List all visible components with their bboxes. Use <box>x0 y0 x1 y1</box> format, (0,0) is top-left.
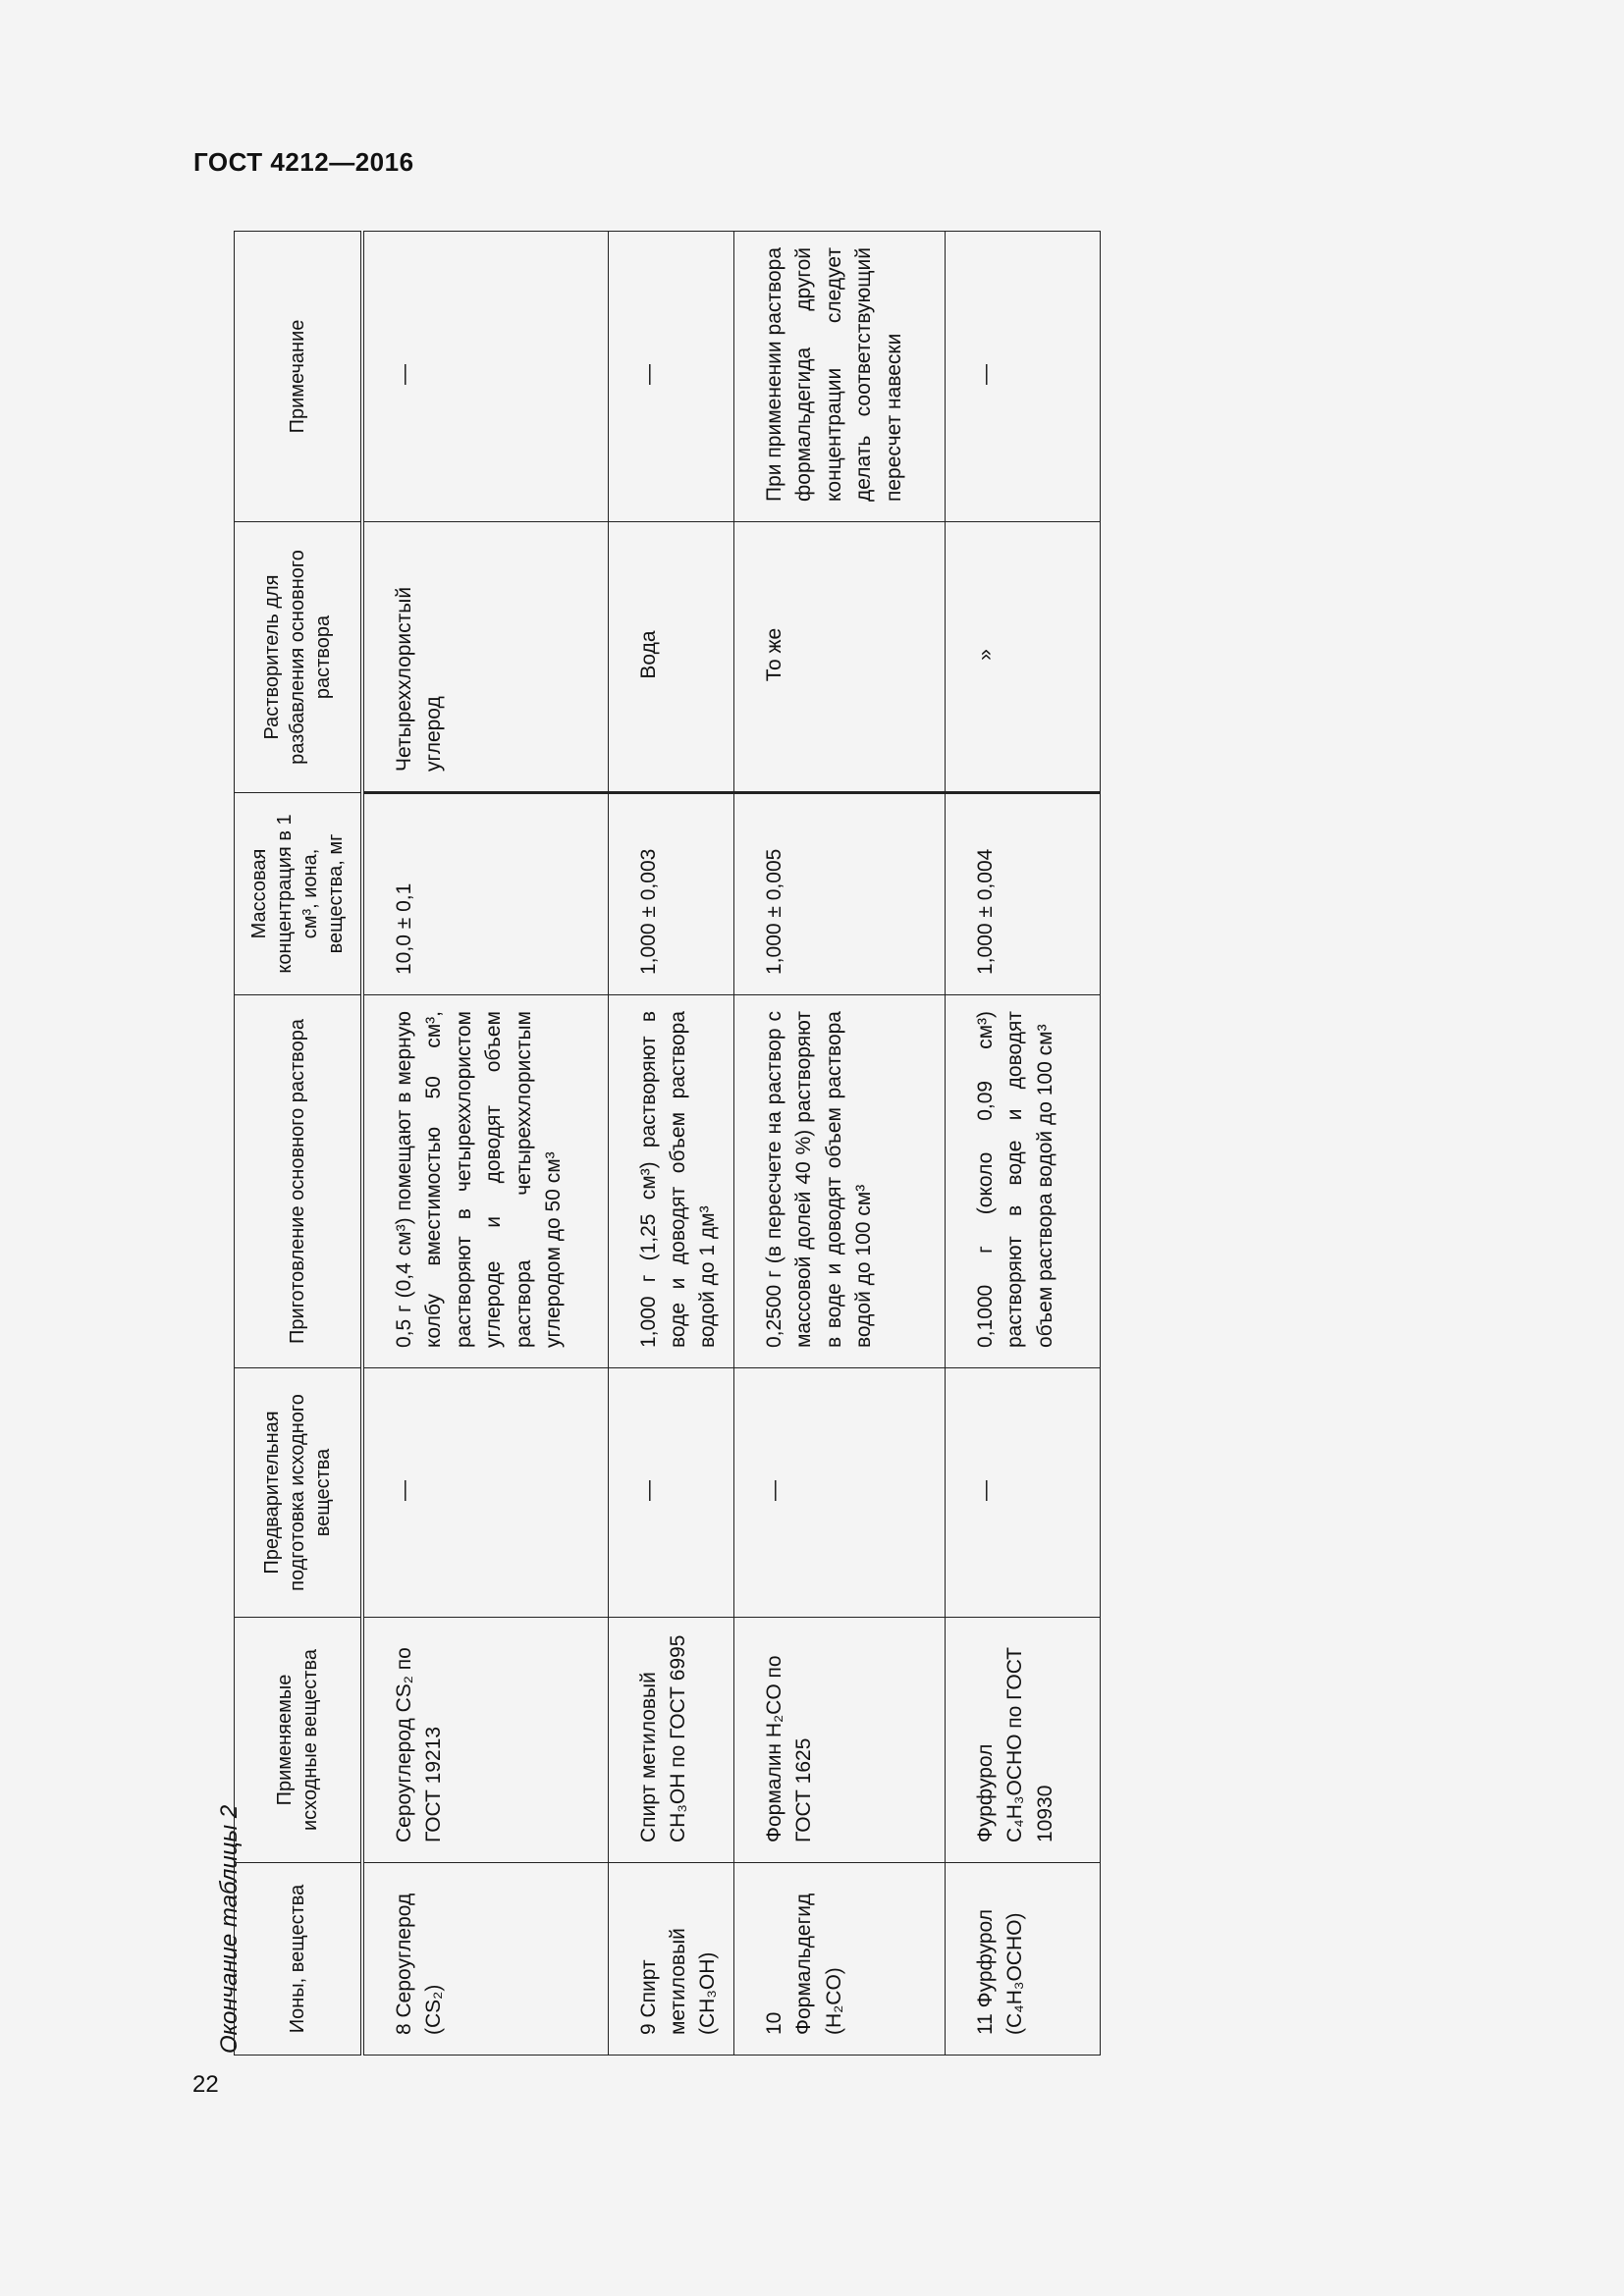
table-row <box>733 232 945 2056</box>
cell-source: Сероуглерод CS₂ по ГОСТ 19213 <box>362 1618 608 1863</box>
table-header-row <box>235 232 363 2056</box>
cell-solution: 0,2500 г (в пересчете на раствор с массовой долей 40 %) растворяют в воде и доводят объем раствора водой до 100 см³ <box>733 995 945 1368</box>
cell-ion: 10 Формальдегид (H₂CO) <box>733 1863 945 2056</box>
cell-solvent: То же <box>733 522 945 793</box>
cell-solution: 0,5 г (0,4 см³) помещают в мерную колбу вместимостью 50 см³, растворяют в четыреххлористом углероде и доводят объем раствора четыреххлористым углеродом до 50 см³ <box>362 995 608 1368</box>
cell-prep: — <box>945 1368 1100 1618</box>
header-source: Применяемые исходные вещества <box>235 1618 363 1863</box>
header-solvent: Растворитель для разбавления основного раствора <box>235 522 363 793</box>
cell-prep: — <box>362 1368 608 1618</box>
document-title: ГОСТ 4212—2016 <box>193 147 414 177</box>
table-row <box>945 232 1100 2056</box>
cell-ion: 11 Фурфурол (C₄H₃OCHO) <box>945 1863 1100 2056</box>
cell-solvent: Четыреххлористый углерод <box>362 522 608 793</box>
cell-ion: 8 Сероуглерод (CS₂) <box>362 1863 608 2056</box>
table-row <box>362 232 608 2056</box>
header-concentration: Массовая концентрация в 1 см³, иона, вещества, мг <box>235 793 363 995</box>
cell-prep: — <box>733 1368 945 1618</box>
cell-concentration: 1,000 ± 0,003 <box>608 793 733 995</box>
table-row <box>608 232 733 2056</box>
cell-note: При применении раствора формальдегида другой концентрации следует делать соответствующий пересчет навески <box>733 232 945 522</box>
cell-source: Фурфурол C₄H₃OCHO по ГОСТ 10930 <box>945 1618 1100 1863</box>
table-container <box>234 232 1098 2056</box>
cell-concentration: 1,000 ± 0,005 <box>733 793 945 995</box>
header-solution: Приготовление основного раствора <box>235 995 363 1368</box>
header-note: Примечание <box>235 232 363 522</box>
header-prep: Предварительная подготовка исходного вещества <box>235 1368 363 1618</box>
cell-source: Формалин H₂CO по ГОСТ 1625 <box>733 1618 945 1863</box>
cell-source: Спирт метиловый CH₃OH по ГОСТ 6995 <box>608 1618 733 1863</box>
table-caption: Окончание таблицы 2 <box>216 1804 243 2054</box>
cell-note: — <box>945 232 1100 522</box>
cell-solution: 1,000 г (1,25 см³) растворяют в воде и доводят объем раствора водой до 1 дм³ <box>608 995 733 1368</box>
cell-concentration: 10,0 ± 0,1 <box>362 793 608 995</box>
data-table <box>234 231 1101 2056</box>
header-ions: Ионы, вещества <box>235 1863 363 2056</box>
cell-solvent: » <box>945 522 1100 793</box>
cell-solution: 0,1000 г (около 0,09 см³) растворяют в воде и доводят объем раствора водой до 100 см³ <box>945 995 1100 1368</box>
cell-note: — <box>362 232 608 522</box>
cell-note: — <box>608 232 733 522</box>
page-number: 22 <box>192 2071 219 2098</box>
cell-ion: 9 Спирт метиловый (CH₃OH) <box>608 1863 733 2056</box>
cell-concentration: 1,000 ± 0,004 <box>945 793 1100 995</box>
cell-prep: — <box>608 1368 733 1618</box>
cell-solvent: Вода <box>608 522 733 793</box>
